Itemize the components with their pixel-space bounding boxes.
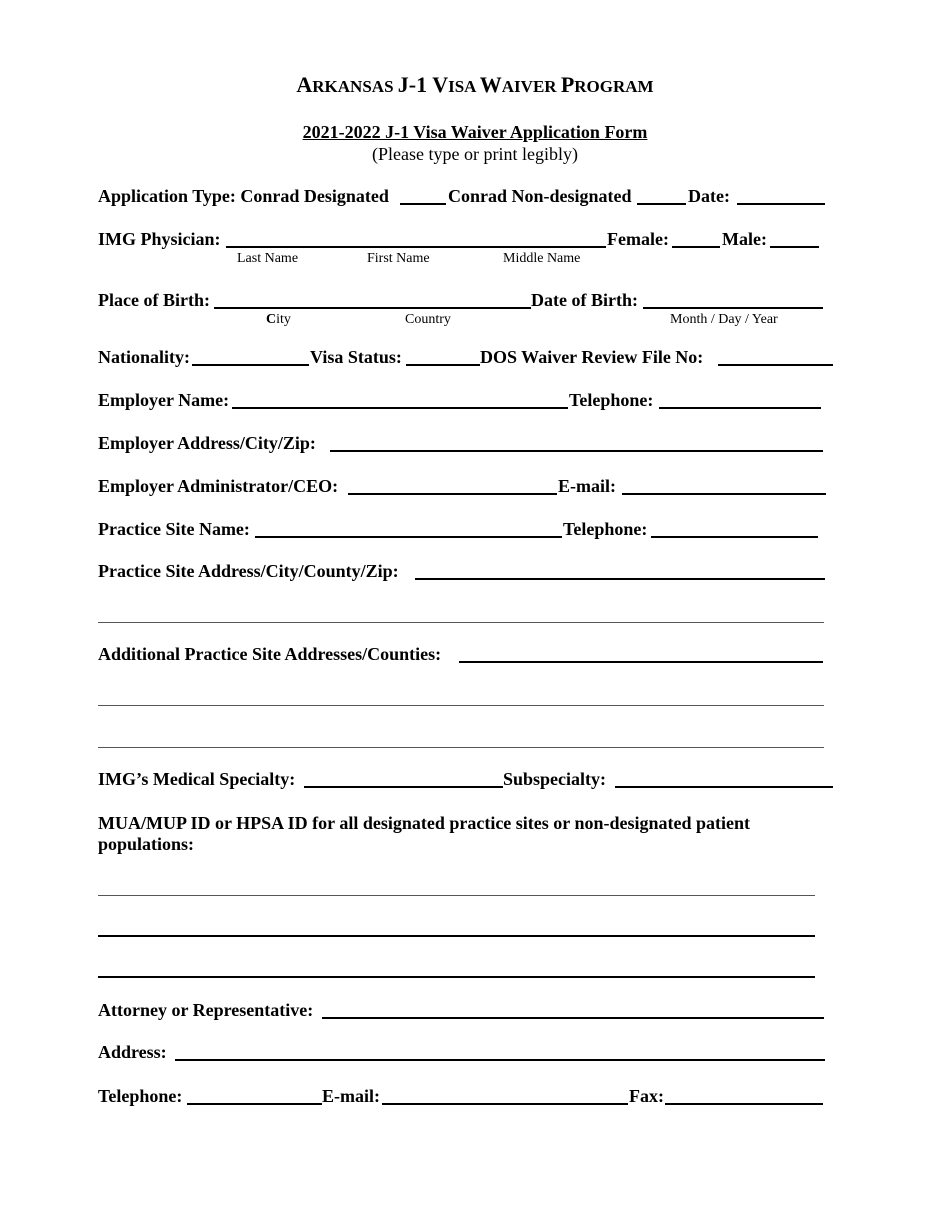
medical-specialty-label: IMG’s Medical Specialty: [98,769,296,789]
employer-name-field[interactable] [232,407,568,409]
title-part: ROGRAM [574,77,654,96]
place-of-birth-field[interactable] [214,307,531,309]
title-part: AIVER [501,77,561,96]
practice-site-address-label: Practice Site Address/City/County/Zip: [98,561,399,581]
date-of-birth-field[interactable] [643,307,823,309]
attorney-address-label: Address: [98,1042,167,1062]
conrad-non-designated-label: Conrad Non-designated [448,186,632,206]
mua-line-2[interactable] [98,935,815,937]
title-part: P [560,72,575,97]
attorney-fax-label: Fax: [629,1086,664,1106]
practice-site-name-label: Practice Site Name: [98,519,250,539]
country-caption: Country [405,312,451,327]
title-part: V [432,72,449,97]
title-part: A [296,72,313,97]
medical-specialty-field[interactable] [304,786,503,788]
title-part: W [479,72,502,97]
attorney-fax-field[interactable] [665,1103,823,1105]
date-field[interactable] [737,203,825,205]
employer-address-field[interactable] [330,450,823,452]
dos-file-field[interactable] [718,364,833,366]
employer-address-label: Employer Address/City/Zip: [98,433,316,453]
employer-admin-field[interactable] [348,493,557,495]
mua-label-line2: populations: [98,834,195,854]
last-name-caption: Last Name [237,251,299,266]
form-title [0,72,950,98]
employer-telephone-field[interactable] [659,407,821,409]
city-caption [266,312,291,328]
additional-sites-line-3[interactable] [98,747,824,748]
visa-status-field[interactable] [406,364,480,366]
female-field[interactable] [672,246,720,248]
conrad-designated-field[interactable] [400,203,446,205]
visa-status-label: Visa Status: [310,347,402,367]
employer-name-label: Employer Name: [98,390,230,410]
img-physician-name-field[interactable] [226,246,606,248]
additional-sites-line-2[interactable] [98,705,824,706]
subspecialty-field[interactable] [615,786,833,788]
title-part: ISA [448,77,480,96]
attorney-email-field[interactable] [382,1103,628,1105]
practice-site-address-extra-line[interactable] [98,622,824,623]
additional-sites-label: Additional Practice Site Addresses/Counties: [98,644,442,664]
mua-line-3[interactable] [98,976,815,978]
nationality-field[interactable] [192,364,309,366]
dos-file-label: DOS Waiver Review File No: [480,347,704,367]
attorney-field[interactable] [322,1017,824,1019]
mua-line-1[interactable] [98,895,815,896]
employer-email-label: E-mail: [558,476,616,496]
city-caption-rest: ity [276,312,291,327]
middle-name-caption: Middle Name [503,251,581,266]
employer-telephone-label: Telephone: [569,390,654,410]
title-part: RKANSAS [312,77,398,96]
date-of-birth-label: Date of Birth: [531,290,638,310]
male-field[interactable] [770,246,819,248]
application-type-label: Application Type: Conrad Designated [98,186,389,206]
form-subtitle: 2021-2022 J-1 Visa Waiver Application Form [302,122,648,142]
attorney-address-field[interactable] [175,1059,825,1061]
male-label: Male: [722,229,767,249]
city-caption-initial: C [266,312,277,327]
date-label: Date: [688,186,730,206]
date-format-caption: Month / Day / Year [670,312,778,327]
conrad-non-designated-field[interactable] [637,203,686,205]
practice-site-telephone-label: Telephone: [563,519,648,539]
nationality-label: Nationality: [98,347,190,367]
employer-email-field[interactable] [622,493,826,495]
attorney-label: Attorney or Representative: [98,1000,314,1020]
first-name-caption: First Name [367,251,430,266]
female-label: Female: [607,229,669,249]
place-of-birth-label: Place of Birth: [98,290,210,310]
practice-site-name-field[interactable] [255,536,562,538]
attorney-telephone-label: Telephone: [98,1086,183,1106]
attorney-telephone-field[interactable] [187,1103,322,1105]
img-physician-label: IMG Physician: [98,229,221,249]
mua-label-line1: MUA/MUP ID or HPSA ID for all designated practice sites or non-designated patient [98,813,750,833]
employer-admin-label: Employer Administrator/CEO: [98,476,339,496]
attorney-email-label: E-mail: [322,1086,380,1106]
title-part: J-1 [397,72,433,97]
subspecialty-label: Subspecialty: [503,769,607,789]
additional-sites-field[interactable] [459,661,823,663]
practice-site-address-field[interactable] [415,578,825,580]
form-instruction: (Please type or print legibly) [372,144,578,164]
practice-site-telephone-field[interactable] [651,536,818,538]
